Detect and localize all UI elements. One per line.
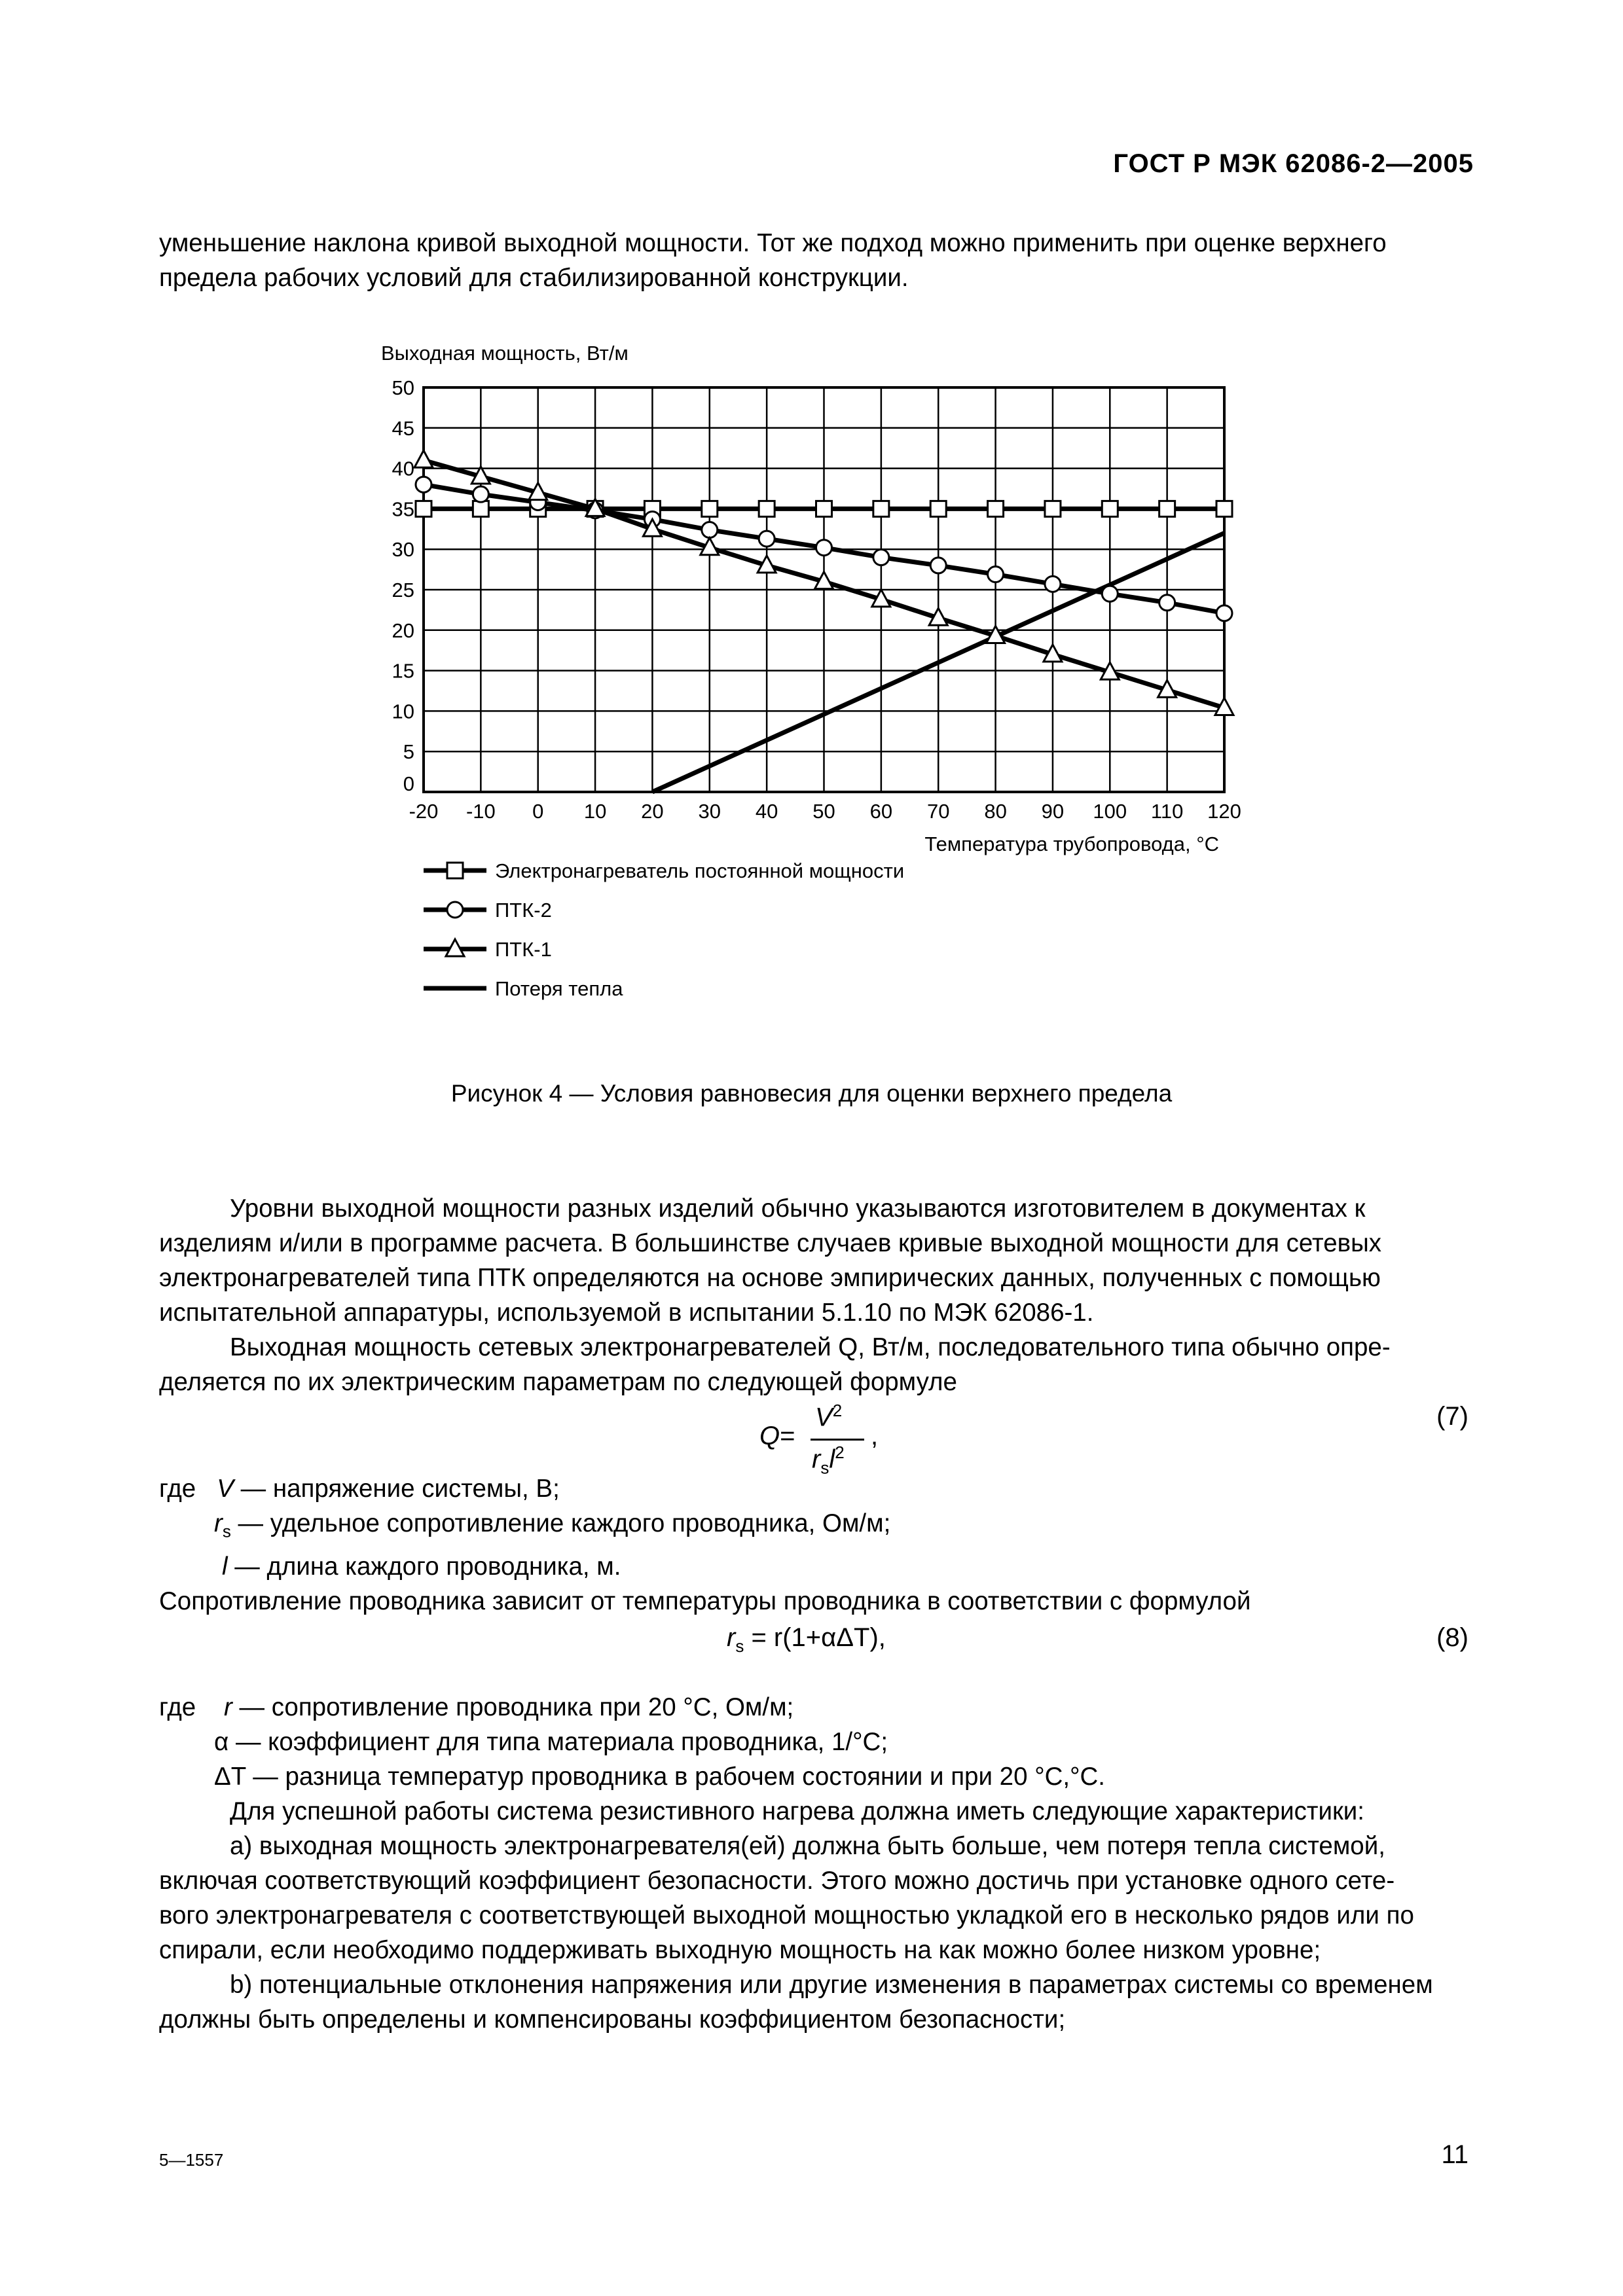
y-tick-label: 15: [392, 659, 414, 683]
footer-code: 5—1557: [159, 2150, 224, 2170]
data-point-circle: [1045, 576, 1061, 592]
data-point-circle: [759, 531, 775, 547]
x-tick-label: 110: [1150, 800, 1184, 823]
y-tick-label: 10: [392, 700, 414, 723]
legend-marker-square: [447, 863, 463, 878]
data-point-square: [1102, 501, 1118, 516]
intro-line: предела рабочих условий для стабилизированной конструкции.: [159, 264, 909, 292]
data-point-square: [988, 501, 1004, 516]
data-point-circle: [702, 522, 718, 538]
data-point-circle: [1159, 595, 1175, 611]
x-tick-label: 50: [812, 800, 835, 823]
y-tick-label: 35: [392, 497, 414, 521]
y-tick-label: 5: [403, 740, 414, 764]
data-point-circle: [416, 476, 431, 492]
body-line: изделиям и/или в программе расчета. В большинстве случаев кривые выходной мощности для сетевых: [159, 1229, 1382, 1257]
formula-8: $r_s = r(1+\alpha\Delta T)$,: [727, 1623, 886, 1656]
y-tick-label: 0: [403, 772, 414, 795]
data-point-triangle: [414, 450, 433, 467]
body-paragraph-2: [159, 1330, 1468, 1399]
x-tick-label: 90: [1041, 800, 1065, 823]
page-number: 11: [1441, 2140, 1468, 2169]
data-point-square: [1216, 501, 1232, 516]
x-axis-label: Температура трубопровода, °С: [924, 833, 1219, 855]
body-paragraph-1: [159, 1191, 1468, 1330]
x-tick-label: 70: [926, 800, 950, 823]
power-chart: [367, 334, 1283, 1028]
where-list-1: где V — напряжение системы, В; $r_s$ — удельное сопротивление каждого проводника, Ом/м; l — длина каждого проводника, м. Сопротивление проводника зависит от температуры проводника в соответствии с формулой: [159, 1471, 1468, 1619]
data-point-circle: [873, 550, 889, 565]
intro-line: уменьшение наклона кривой выходной мощности. Тот же подход можно применить при оценке верхнего: [159, 229, 1387, 257]
data-point-circle: [473, 486, 488, 502]
x-tick-label: 20: [641, 800, 664, 823]
data-point-square: [873, 501, 889, 516]
legend-label: ПТК-2: [495, 899, 552, 922]
body-line: Выходная мощность сетевых электронагревателей Q, Вт/м, последовательного типа обычно опре-: [230, 1333, 1391, 1361]
x-tick-label: 30: [698, 800, 721, 823]
body-line: Уровни выходной мощности разных изделий обычно указываются изготовителем в документах к: [230, 1194, 1366, 1223]
data-point-circle: [816, 540, 832, 556]
x-tick-label: 10: [583, 800, 607, 823]
x-tick-label: 60: [869, 800, 893, 823]
data-point-square: [816, 501, 832, 516]
formula-8-number: (8): [1436, 1623, 1468, 1652]
legend-marker-circle: [447, 902, 463, 918]
data-point-square: [473, 501, 488, 516]
y-axis-label: Выходная мощность, Вт/м: [381, 342, 629, 365]
body-line: деляется по их электрическим параметрам по следующей формуле: [159, 1368, 957, 1396]
formula-7: Q= $V^2$ $r_sl^2$ ,: [759, 1401, 879, 1478]
resist-line: Сопротивление проводника зависит от температуры проводника в соответствии с формулой: [159, 1587, 1251, 1615]
data-point-square: [1159, 501, 1175, 516]
data-point-circle: [1216, 605, 1232, 621]
figure-caption: Рисунок 4 — Условия равновесия для оценки верхнего предела: [450, 1080, 1173, 1107]
body-line: электронагревателей типа ПТК определяются на основе эмпирических данных, полученных с помощью: [159, 1264, 1381, 1292]
intro-paragraph: [159, 226, 1468, 295]
x-tick-label: 0: [532, 800, 544, 823]
x-tick-label: -20: [409, 800, 439, 823]
data-point-square: [1045, 501, 1061, 516]
data-point-square: [759, 501, 775, 516]
y-tick-label: 25: [392, 579, 414, 601]
y-tick-label: 45: [392, 416, 414, 440]
data-point-circle: [988, 567, 1004, 583]
data-point-circle: [930, 558, 946, 573]
x-tick-label: 40: [755, 800, 778, 823]
legend-label: Электронагреватель постоянной мощности: [495, 859, 905, 882]
x-tick-label: 100: [1093, 800, 1127, 823]
x-tick-label: -10: [465, 800, 496, 823]
where-list-2: где r — сопротивление проводника при 20 °С, Ом/м; α — коэффициент для типа материала проводника, 1/°С; ΔT — разница температур проводника в рабочем состоянии и при 20 °С,°С. Для успешной работы система резистивного нагрева должна иметь следующие характеристики: а) выходная мощность электронагревателя(ей) должна быть больше, чем потеря тепла системой, включая соответствующий коэффициент безопасности. Этого можно достичь при установке одного сете- вого электронагревателя с соответствующей выходной мощностью укладкой его в несколько рядов или по спирали, если необходимо поддерживать выходную мощность на как можно более низком уровне; b) потенциальные отклонения напряжения или другие изменения в параметрах системы со временем должны быть определены и компенсированы коэффициентом безопасности;: [159, 1693, 1433, 2034]
x-tick-labels: [409, 800, 1241, 823]
y-tick-label: 30: [392, 538, 414, 562]
x-tick-label: 120: [1207, 800, 1241, 823]
data-point-circle: [1102, 586, 1118, 601]
chart-legend: [424, 859, 904, 1000]
body-line: испытательной аппаратуры, используемой в испытании 5.1.10 по МЭК 62086-1.: [159, 1299, 1094, 1327]
y-tick-labels: [392, 376, 414, 795]
y-tick-label: 50: [392, 376, 414, 399]
formula-7-number: (7): [1436, 1402, 1468, 1431]
y-tick-label: 40: [392, 457, 414, 480]
data-point-square: [416, 501, 431, 516]
x-tick-label: 80: [984, 800, 1007, 823]
legend-label: Потеря тепла: [495, 977, 623, 1000]
document-header: ГОСТ Р МЭК 62086-2—2005: [1113, 149, 1474, 178]
legend-label: ПТК-1: [495, 938, 552, 961]
data-point-square: [702, 501, 718, 516]
data-point-square: [930, 501, 946, 516]
y-tick-label: 20: [392, 619, 414, 642]
